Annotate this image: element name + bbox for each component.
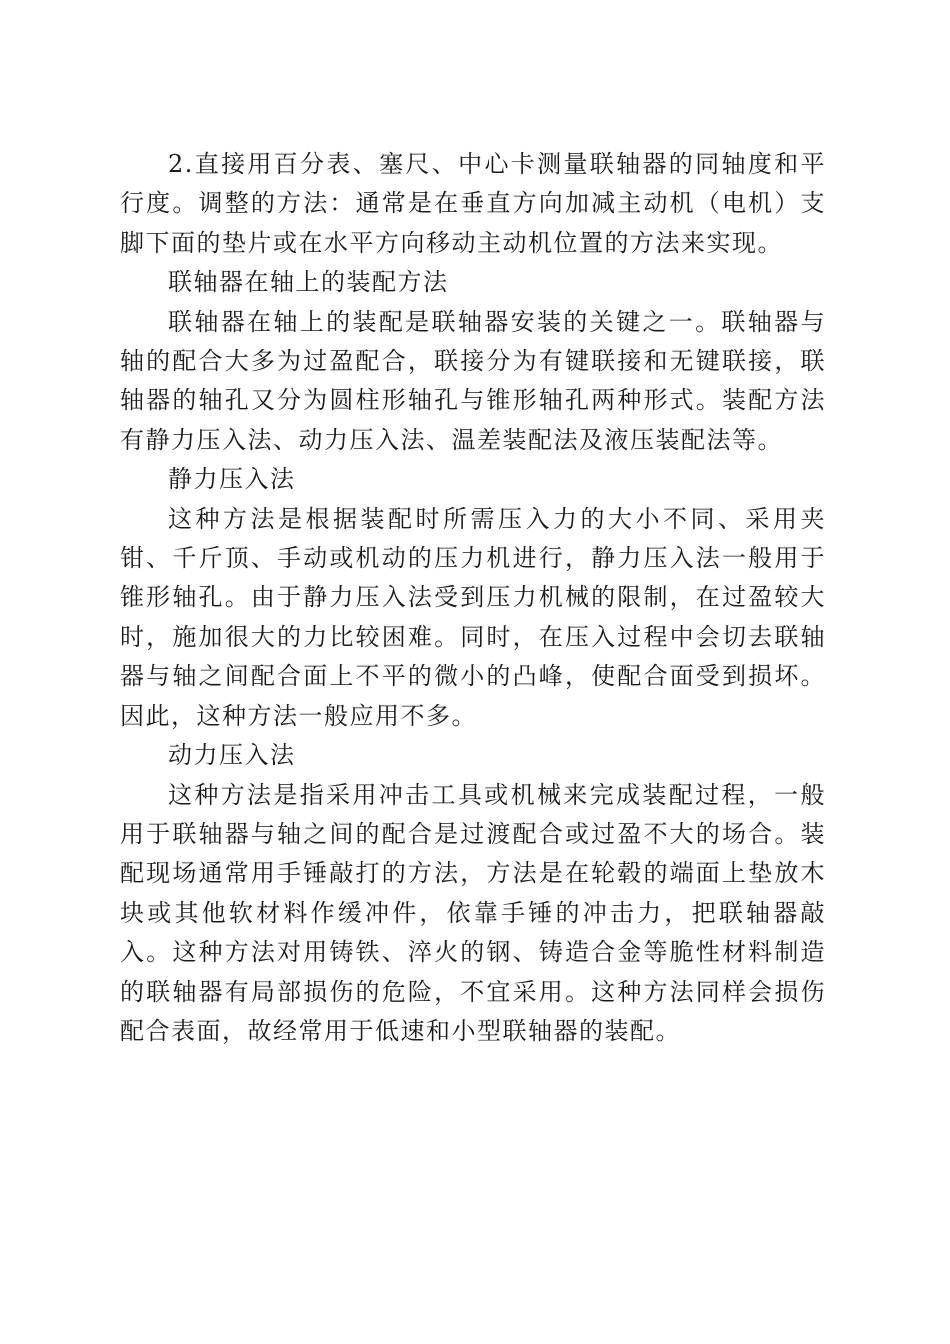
- paragraph-alignment-measurement: 2.直接用百分表、塞尺、中心卡测量联轴器的同轴度和平行度。调整的方法：通常是在垂直方向加减主动机（电机）支脚下面的垫片或在水平方向移动主动机位置的方法来实现。: [120, 150, 826, 257]
- heading-dynamic-press-fit: 动力压入法: [168, 741, 296, 770]
- heading-static-press-fit: 静力压入法: [168, 465, 296, 494]
- document-body: [120, 145, 826, 1051]
- paragraph-static-press-fit: 这种方法是根据装配时所需压入力的大小不同、采用夹钳、千斤顶、手动或机动的压力机进行，静力压入法一般用于锥形轴孔。由于静力压入法受到压力机械的限制，在过盈较大时，施加很大的力比较困难。同时，在压入过程中会切去联轴器与轴之间配合面上不平的微小的凸峰，使配合面受到损坏。因此，这种方法一般应用不多。: [120, 504, 826, 730]
- heading-assembly-on-shaft: 联轴器在轴上的装配方法: [168, 268, 449, 297]
- paragraph-dynamic-press-fit: 这种方法是指采用冲击工具或机械来完成装配过程，一般用于联轴器与轴之间的配合是过渡配合或过盈不大的场合。装配现场通常用手锤敲打的方法，方法是在轮毂的端面上垫放木块或其他软材料作缓冲件，依靠手锤的冲击力，把联轴器敲入。这种方法对用铸铁、淬火的钢、铸造合金等脆性材料制造的联轴器有局部损伤的危险，不宜采用。这种方法同样会损伤配合表面，故经常用于低速和小型联轴器的装配。: [120, 780, 826, 1045]
- paragraph-assembly-overview: 联轴器在轴上的装配是联轴器安装的关键之一。联轴器与轴的配合大多为过盈配合，联接分为有键联接和无键联接，联轴器的轴孔又分为圆柱形轴孔与锥形轴孔两种形式。装配方法有静力压入法、动力压入法、温差装配法及液压装配法等。: [120, 307, 826, 454]
